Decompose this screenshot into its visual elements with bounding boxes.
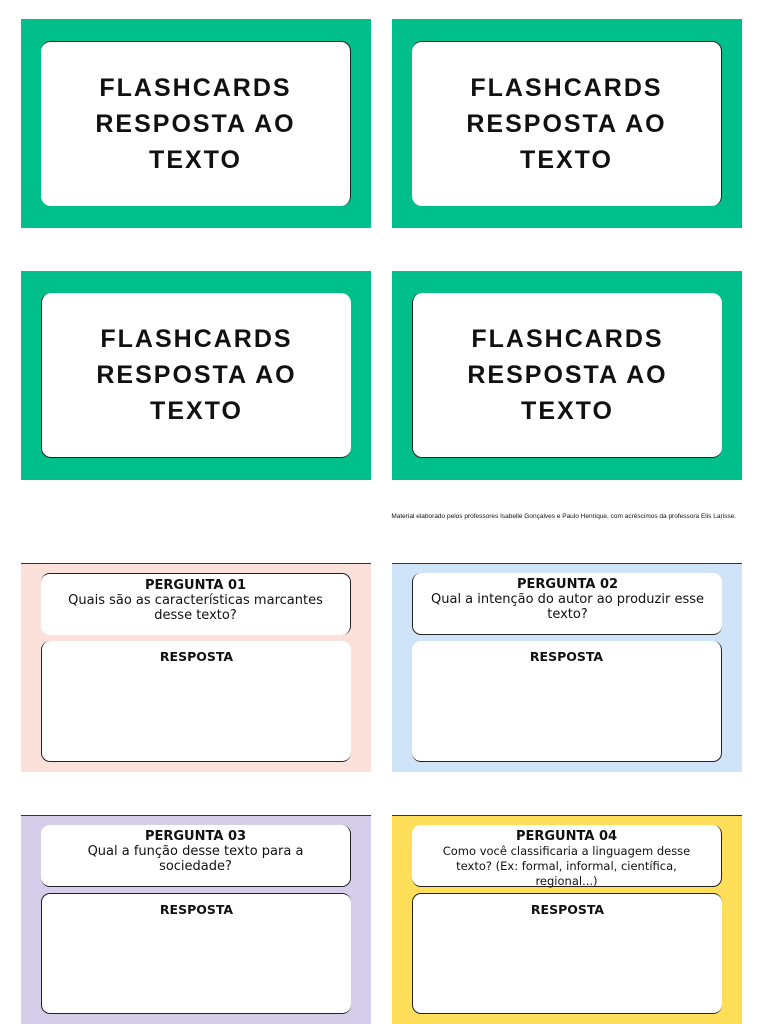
- cover-title: FLASHCARDS RESPOSTA AO TEXTO: [466, 74, 667, 174]
- cover-card-inner: [41, 293, 351, 458]
- answer-label: RESPOSTA: [530, 902, 605, 917]
- credits-text: Material elaborado pelos professores Isabelle Gonçalves e Paulo Henrique, com acréscimos da professora Elis Larisse.: [391, 513, 736, 520]
- cover-card-2: [392, 19, 742, 228]
- question-box: [412, 573, 722, 635]
- question-card-04: [392, 815, 742, 1024]
- cover-card-1: [21, 19, 371, 228]
- answer-label: RESPOSTA: [159, 902, 234, 917]
- cover-title: FLASHCARDS RESPOSTA AO TEXTO: [96, 325, 297, 425]
- question-card-02: [392, 563, 742, 772]
- answer-box[interactable]: [41, 893, 351, 1014]
- question-box: [41, 573, 351, 635]
- question-card-03: [21, 815, 371, 1024]
- question-card-01: [21, 563, 371, 772]
- cover-card-inner: [412, 41, 722, 206]
- cover-card-3: [21, 271, 371, 480]
- cover-card-inner: [412, 293, 722, 458]
- question-label: PERGUNTA 01: [144, 578, 247, 593]
- question-label: PERGUNTA 03: [144, 829, 247, 844]
- answer-box[interactable]: [412, 641, 722, 762]
- cover-card-4: [392, 271, 742, 480]
- answer-box[interactable]: [41, 641, 351, 762]
- question-box: [412, 825, 722, 887]
- question-text: Qual a intenção do autor ao produzir esse texto?: [431, 592, 704, 622]
- answer-label: RESPOSTA: [529, 649, 604, 664]
- question-text: Como você classificaria a linguagem desse texto? (Ex: formal, informal, científica, regional...): [442, 844, 691, 888]
- question-text: Qual a função desse texto para a sociedade?: [87, 844, 304, 874]
- cover-title: FLASHCARDS RESPOSTA AO TEXTO: [467, 325, 668, 425]
- cover-title: FLASHCARDS RESPOSTA AO TEXTO: [95, 74, 296, 174]
- answer-label: RESPOSTA: [159, 649, 234, 664]
- question-box: [41, 825, 351, 887]
- question-label: PERGUNTA 04: [515, 829, 618, 844]
- answer-box[interactable]: [412, 893, 722, 1014]
- cover-card-inner: [41, 41, 351, 206]
- question-text: Quais são as características marcantes desse texto?: [68, 593, 323, 623]
- question-label: PERGUNTA 02: [516, 577, 619, 592]
